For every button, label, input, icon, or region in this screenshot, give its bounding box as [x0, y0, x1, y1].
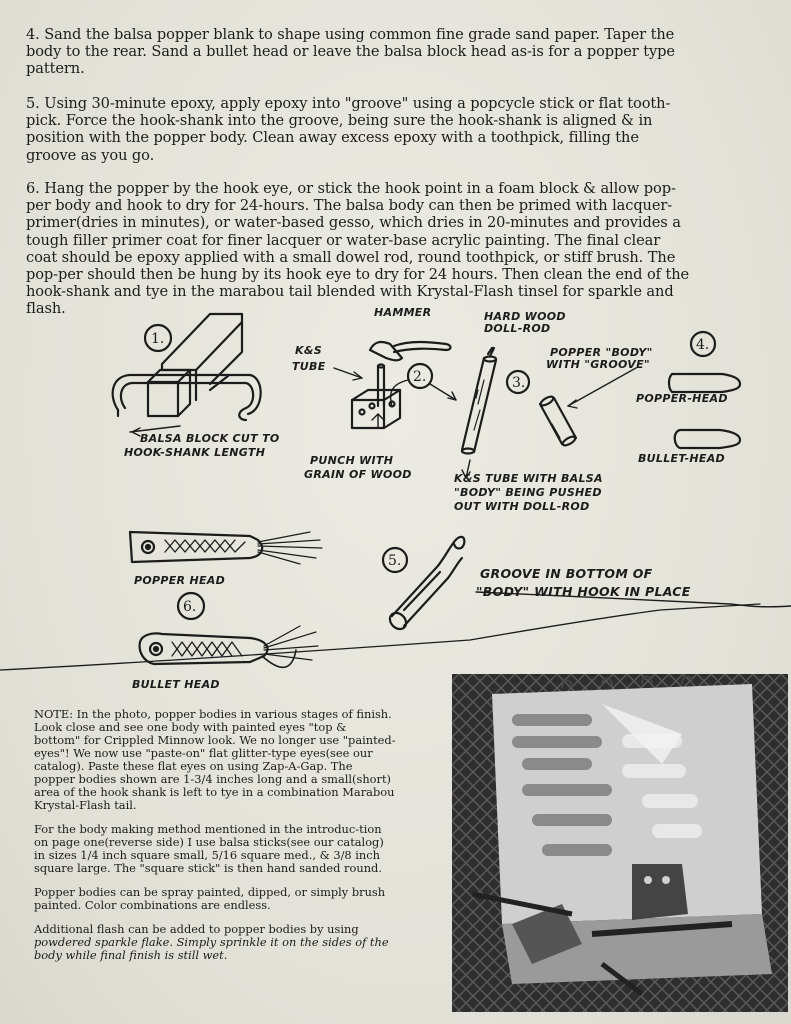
- ks-tube-illustration: [462, 348, 496, 478]
- hammer-punch-illustration: [334, 342, 456, 428]
- label-kstube-3: OUT WITH DOLL-ROD: [454, 500, 590, 513]
- label-hardwood-2: DOLL-ROD: [484, 322, 551, 335]
- balsa-block-clamp-illustration: [113, 314, 261, 436]
- divider-line: [0, 604, 760, 670]
- figure-number-5: 5.: [388, 553, 402, 569]
- label-bullet-head-2: BULLET HEAD: [132, 678, 220, 691]
- label-ks-2: TUBE: [292, 360, 326, 373]
- label-balsa-2: HOOK-SHANK LENGTH: [124, 446, 266, 459]
- note-paragraph-2: For the body making method mentioned in the introduc-tion on page one(reverse side) I use balsa sticks(see our catalog) in sizes 1/4 inch square small, 5/16 square med., & 3/8 inch square large. The "square stick" is then hand sanded round.: [34, 822, 384, 875]
- note-paragraph-4b: powdered sparkle flake. Simply sprinkle it on the sides of the body while final finish is still wet.: [34, 935, 389, 962]
- label-popper-head: POPPER-HEAD: [636, 392, 728, 405]
- label-balsa-1: BALSA BLOCK CUT TO: [140, 432, 280, 445]
- notes-column: [34, 708, 396, 962]
- popper-bodies-photo: [452, 674, 788, 1012]
- label-popper-head-2: POPPER HEAD: [134, 574, 226, 587]
- label-punch-1: PUNCH WITH: [310, 454, 394, 467]
- instruction-diagram: [0, 300, 791, 710]
- label-groove-2: "BODY" WITH HOOK IN PLACE: [476, 584, 691, 599]
- step-6-paragraph: 6. Hang the popper by the hook eye, or stick the hook point in a foam block & allow pop-per body and hook to dry for 24-hours. The balsa body can then be primed with lacquer-primer(dries in minutes), or water-based gesso, which dries in 20-minutes and provides a tough filler primer coat for finer lacquer or water-base acrylic painting. The final clear coat should be epoxy applied with a small dowel rod, round toothpick, or stiff brush. The pop-per should then be hung by its hook eye to dry for 24 hours. Then clean the end of the hook-shank and tye in the marabou tail blended with Krystal-Flash tinsel for sparkle and flash.: [26, 180, 690, 318]
- label-kstube-2: "BODY" BEING PUSHED: [454, 486, 602, 499]
- figure-number-2: 2.: [413, 369, 427, 385]
- finished-popper-illustration: [130, 532, 322, 667]
- label-popper-body-2: WITH "GROOVE": [546, 358, 650, 371]
- figure-number-4: 4.: [696, 337, 710, 353]
- note-paragraph-1: NOTE: In the photo, popper bodies in various stages of finish. Look close and see one body with painted eyes "top & bottom" for Crippled Minnow look. We no longer use "painted-eyes"! We now use "paste-on" flat glitter-type eyes(see our catalog). Paste these flat eyes on using Zap-A-Gap. The popper bodies shown are 1-3/4 inches long and a small(short) area of the hook shank is left to tye in a combination Marabou Krystal-Flash tail.: [34, 707, 396, 812]
- label-bullet-head: BULLET-HEAD: [638, 452, 725, 465]
- note-paragraph-4a: Additional flash can be added to popper bodies by using: [34, 922, 359, 936]
- label-ks-1: K&S: [295, 344, 322, 357]
- step-5-paragraph: 5. Using 30-minute epoxy, apply epoxy into "groove" using a popcycle stick or flat tooth-pick. Force the hook-shank into the groove, being sure the hook-shank is aligned & in position with the popper body. Clean away excess epoxy with a toothpick, filling the groove as you go.: [26, 95, 671, 164]
- note-paragraph-4: [34, 923, 396, 962]
- figure-number-3: 3.: [512, 375, 526, 391]
- label-groove-1: GROOVE IN BOTTOM OF: [480, 566, 653, 581]
- figure-number-1: 1.: [151, 331, 165, 347]
- figure-number-6: 6.: [183, 599, 197, 615]
- label-punch-2: GRAIN OF WOOD: [304, 468, 412, 481]
- step-4-paragraph: 4. Sand the balsa popper blank to shape using common fine grade sand paper. Taper the body to the rear. Sand a bullet head or leave the balsa block head as-is for a popper type pattern.: [26, 26, 675, 78]
- note-paragraph-3: Popper bodies can be spray painted, dipped, or simply brush painted. Color combinations are endless.: [34, 885, 386, 912]
- label-kstube-1: K&S TUBE WITH BALSA: [454, 472, 603, 485]
- label-popper-body-1: POPPER "BODY": [550, 346, 653, 359]
- label-hardwood-1: HARD WOOD: [484, 310, 566, 323]
- popper-body-groove-illustration: [507, 368, 636, 447]
- label-hammer: HAMMER: [374, 306, 432, 319]
